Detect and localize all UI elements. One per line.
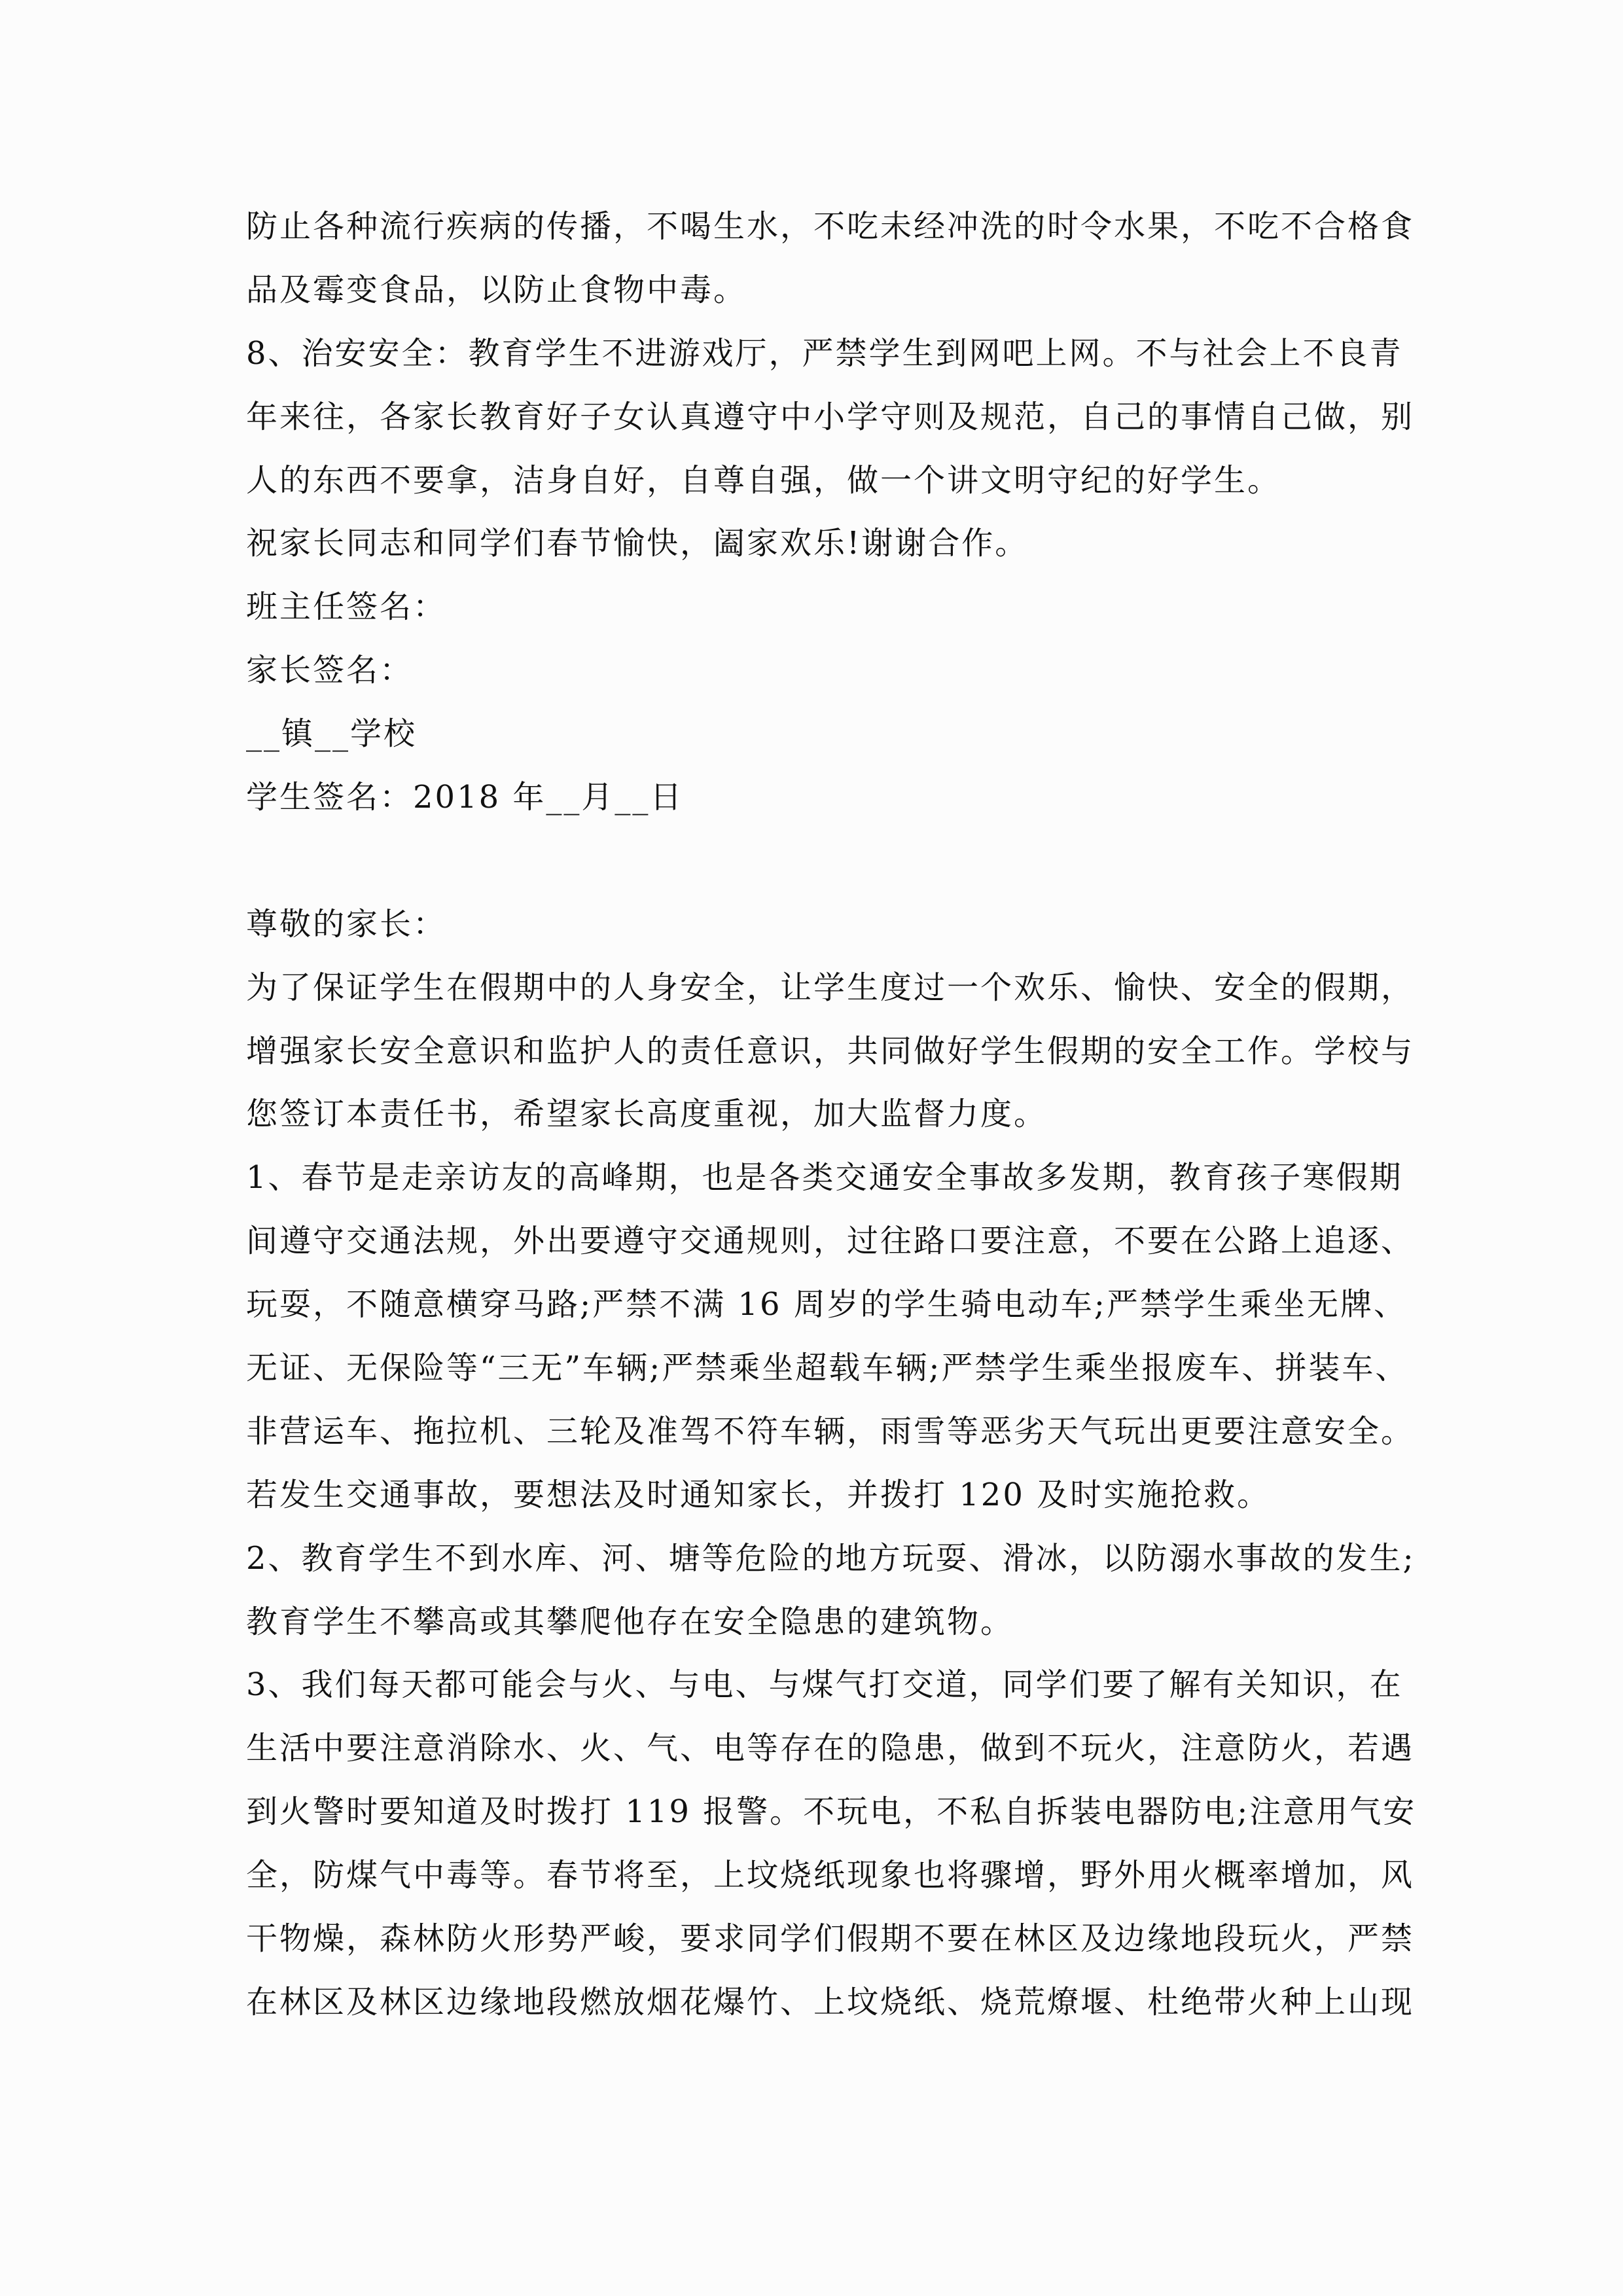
- text-line: 生活中要注意消除水、火、气、电等存在的隐患，做到不玩火，注意防火，若遇: [246, 1730, 1415, 1767]
- text-line: 无证、无保险等“三无”车辆;严禁乘坐超载车辆;严禁学生乘坐报废车、拼装车、: [246, 1350, 1409, 1387]
- school-name-line: __镇__学校: [246, 715, 418, 753]
- text-line: 年来往，各家长教育好子女认真遵守中小学守则及规范，自己的事情自己做，别: [246, 398, 1415, 435]
- text-line: 玩耍，不随意横穿马路;严禁不满 16 周岁的学生骑电动车;严禁学生乘坐无牌、: [246, 1286, 1407, 1323]
- text-line: 您签订本责任书，希望家长高度重视，加大监督力度。: [246, 1096, 1048, 1133]
- student-signature-date-line: 学生签名：2018 年__月__日: [246, 779, 684, 816]
- text-line: 在林区及林区边缘地段燃放烟花爆竹、上坟烧纸、烧荒燎堰、杜绝带火种上山现: [246, 1983, 1415, 2020]
- holiday-greeting-line: 祝家长同志和同学们春节愉快，阖家欢乐!谢谢合作。: [246, 525, 1029, 562]
- teacher-signature-line: 班主任签名：: [246, 588, 447, 626]
- text-line: 为了保证学生在假期中的人身安全，让学生度过一个欢乐、愉快、安全的假期，: [246, 969, 1415, 1006]
- salutation-line: 尊敬的家长：: [246, 905, 447, 942]
- section-signature-block: [246, 575, 1398, 829]
- document-text-block: [246, 195, 1417, 2034]
- text-line: 2、教育学生不到水库、河、塘等危险的地方玩耍、滑冰，以防溺水事故的发生;: [246, 1539, 1416, 1577]
- text-line: 全，防煤气中毒等。春节将至，上坟烧纸现象也将骤增，野外用火概率增加，风: [246, 1857, 1415, 1894]
- text-line: 干物燥，森林防火形势严峻，要求同学们假期不要在林区及边缘地段玩火，严禁: [246, 1920, 1415, 1958]
- text-line: 间遵守交通法规，外出要遵守交通规则，过往路口要注意，不要在公路上追逐、: [246, 1223, 1415, 1260]
- text-line: 1、春节是走亲访友的高峰期，也是各类交通安全事故多发期，教育孩子寒假期: [246, 1159, 1403, 1196]
- blank-line-spacer: [246, 829, 1398, 893]
- text-line: 非营运车、拖拉机、三轮及准驾不符车辆，雨雪等恶劣天气玩出更要注意安全。: [246, 1412, 1415, 1450]
- section-second-letter: [246, 893, 1417, 2034]
- parent-signature-line: 家长签名：: [246, 652, 414, 689]
- text-line: 防止各种流行疾病的传播，不喝生水，不吃未经冲洗的时令水果，不吃不合格食: [246, 208, 1415, 245]
- text-line: 教育学生不攀高或其攀爬他存在安全隐患的建筑物。: [246, 1603, 1014, 1640]
- text-line: 增强家长安全意识和监护人的责任意识，共同做好学生假期的安全工作。学校与: [246, 1032, 1415, 1069]
- text-line: 3、我们每天都可能会与火、与电、与煤气打交道，同学们要了解有关知识，在: [246, 1666, 1403, 1704]
- text-line: 8、治安安全：教育学生不进游戏厅，严禁学生到网吧上网。不与社会上不良青: [246, 334, 1403, 372]
- text-line: 若发生交通事故，要想法及时通知家长，并拨打 120 及时实施抢救。: [246, 1476, 1271, 1513]
- text-line: 品及霉变食品，以防止食物中毒。: [246, 271, 747, 308]
- text-line: 人的东西不要拿，洁身自好，自尊自强，做一个讲文明守纪的好学生。: [246, 461, 1281, 499]
- section-previous-letter-closing: [246, 195, 1415, 575]
- text-line: 到火警时要知道及时拨打 119 报警。不玩电，不私自拆装电器防电;注意用气安: [246, 1793, 1417, 1831]
